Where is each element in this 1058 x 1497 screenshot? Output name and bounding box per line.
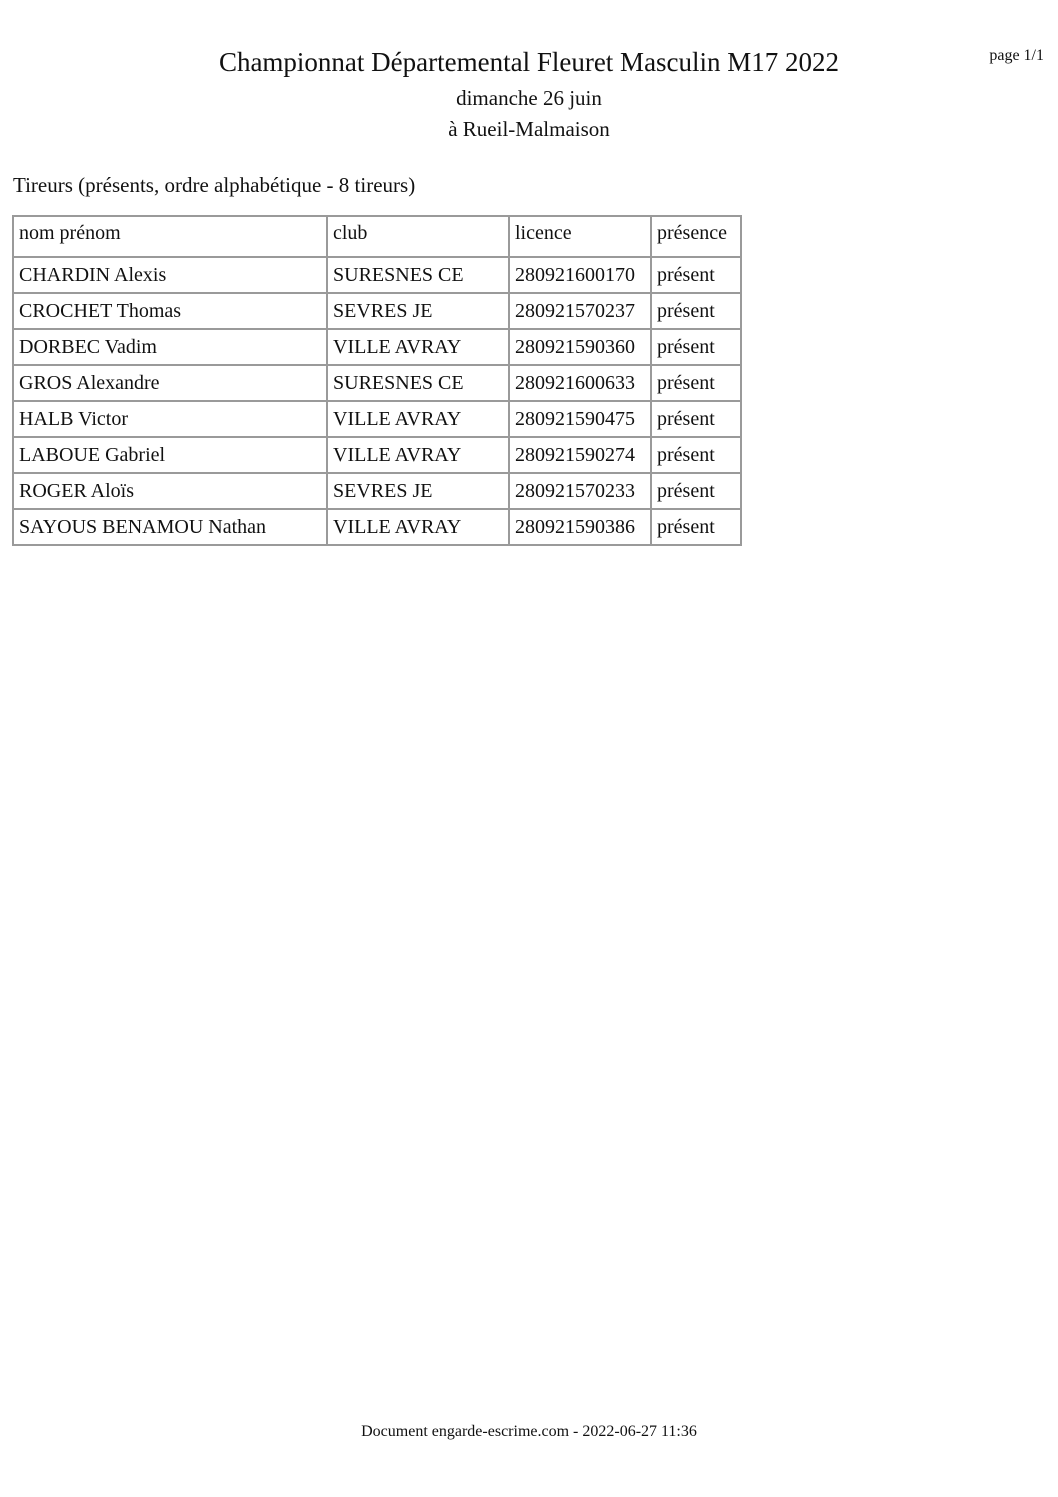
cell-licence: 280921570237	[509, 293, 651, 329]
cell-name: LABOUE Gabriel	[13, 437, 327, 473]
table-row	[13, 365, 741, 401]
column-header-name: nom prénom	[13, 216, 327, 257]
cell-name: CROCHET Thomas	[13, 293, 327, 329]
cell-club: VILLE AVRAY	[327, 509, 509, 545]
cell-club: VILLE AVRAY	[327, 437, 509, 473]
event-location: à Rueil-Malmaison	[448, 117, 610, 141]
cell-club: SURESNES CE	[327, 365, 509, 401]
document-title: Championnat Départemental Fleuret Masculin M17 2022	[218, 47, 840, 77]
cell-club: VILLE AVRAY	[327, 329, 509, 365]
cell-club: SURESNES CE	[327, 257, 509, 293]
table-row	[13, 329, 741, 365]
cell-presence: présent	[651, 509, 741, 545]
cell-presence: présent	[651, 401, 741, 437]
cell-presence: présent	[651, 329, 741, 365]
cell-presence: présent	[651, 293, 741, 329]
cell-name: DORBEC Vadim	[13, 329, 327, 365]
cell-presence: présent	[651, 473, 741, 509]
event-date: dimanche 26 juin	[456, 86, 602, 110]
cell-name: SAYOUS BENAMOU Nathan	[13, 509, 327, 545]
cell-licence: 280921590386	[509, 509, 651, 545]
section-title: Tireurs (présents, ordre alphabétique - 8 tireurs)	[13, 173, 416, 197]
cell-presence: présent	[651, 365, 741, 401]
cell-name: ROGER Aloïs	[13, 473, 327, 509]
column-header-presence: présence	[651, 216, 741, 257]
table-header-row	[13, 216, 741, 257]
cell-name: HALB Victor	[13, 401, 327, 437]
table-row	[13, 401, 741, 437]
cell-club: SEVRES JE	[327, 473, 509, 509]
cell-licence: 280921600633	[509, 365, 651, 401]
cell-licence: 280921590360	[509, 329, 651, 365]
table-row	[13, 257, 741, 293]
table-row	[13, 293, 741, 329]
fencers-table	[12, 215, 742, 546]
cell-presence: présent	[651, 257, 741, 293]
cell-name: CHARDIN Alexis	[13, 257, 327, 293]
table-row	[13, 437, 741, 473]
cell-licence: 280921570233	[509, 473, 651, 509]
cell-club: VILLE AVRAY	[327, 401, 509, 437]
cell-name: GROS Alexandre	[13, 365, 327, 401]
table-row	[13, 509, 741, 545]
table-row	[13, 473, 741, 509]
cell-presence: présent	[651, 437, 741, 473]
cell-licence: 280921590274	[509, 437, 651, 473]
document-footer: Document engarde-escrime.com - 2022-06-27 11:36	[361, 1423, 697, 1440]
column-header-licence: licence	[509, 216, 651, 257]
cell-licence: 280921590475	[509, 401, 651, 437]
column-header-club: club	[327, 216, 509, 257]
cell-licence: 280921600170	[509, 257, 651, 293]
page-number: page 1/1	[989, 47, 1044, 64]
cell-club: SEVRES JE	[327, 293, 509, 329]
